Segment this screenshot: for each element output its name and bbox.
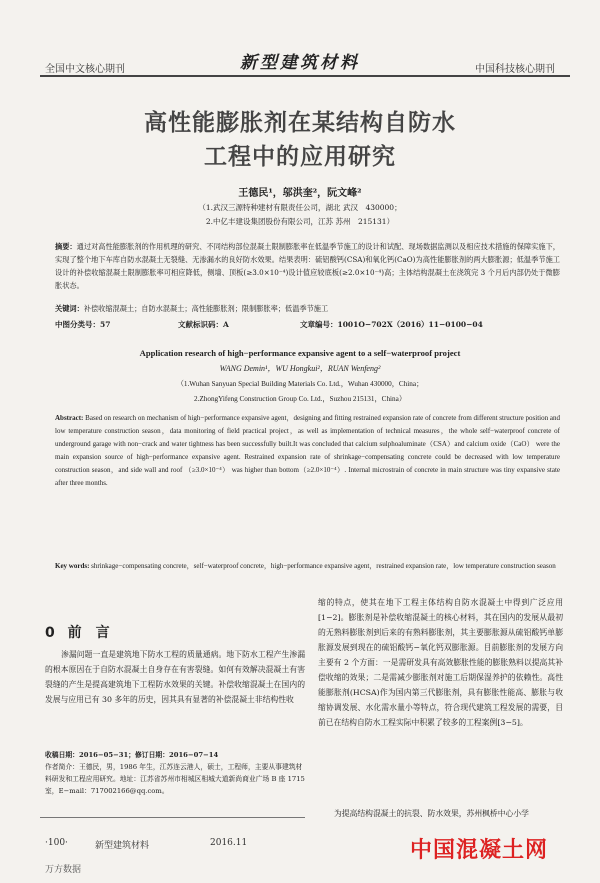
english-affiliation-1: （1.Wuhan Sanyuan Special Building Materials Co. Ltd.，Wuhan 430000，China； xyxy=(176,380,424,388)
section-heading xyxy=(45,622,110,642)
author-intro: 作者简介：王德民，男，1986 年生，江苏连云港人，硕士，工程师，主要从事建筑材料研发和工程应用研究。地址：江苏省苏州市相城区相城大道新尚商业广场 B 座 1715 室，E−mail：717002166@qq.com。 xyxy=(45,763,305,795)
keywords-cn xyxy=(55,302,560,315)
watermark-text: 中国混凝土网 xyxy=(410,838,549,863)
section-number: 0 xyxy=(45,625,55,641)
left-column-text: 渗漏问题一直是建筑地下防水工程的质量通病。地下防水工程产生渗漏的根本原因在于自防水混凝土自身存在有害裂缝。如何有效解决混凝土有害裂缝的产生是提高建筑地下工程防水效果的关键。补偿收缩混凝土在国内的发展与应用已有 30 多年的历史，因其具有显著的补偿混凝土非结构性收 xyxy=(45,650,305,704)
abstract-cn-label: 摘要： xyxy=(55,242,77,251)
abstract-cn-text: 通过对高性能膨胀剂的作用机理的研究、不同结构部位混凝土限制膨胀率在低温季节施工的设计和试配、现场数据监测以及相应技术措施的保障实施下，实现了整个地下车库自防水混凝土无裂缝、无渗漏水的良好防水效果。结果表明：硫铝酸钙(CSA)和氧化钙(CaO)为高性能膨胀剂的两大膨胀源；低温季节施工设计的补偿收缩混凝土限制膨胀率可相应降低，侧墙、顶板(≥3.0×10⁻⁴)设计值应较底板(≥2.0×10⁻⁴)高；主体结构混凝土在浇筑完 3 个月后内部仍处于微膨胀状态。 xyxy=(55,242,560,290)
header-left-label: 全国中文核心期刊 xyxy=(45,64,125,75)
right-column-text-2: 为提高结构混凝土的抗裂、防水效果，苏州枫桥中心小学 xyxy=(334,809,529,818)
footer-date: 2016.11 xyxy=(210,838,248,848)
keywords-en-text: shrinkage−compensating concrete，self−waterproof concrete，high−performance expansive agent，restrained expansion rate，low temperature construction season xyxy=(91,562,556,570)
section-title: 前 言 xyxy=(67,625,110,641)
header-rule xyxy=(40,75,570,77)
received-date: 收稿日期：2016−05−31；修订日期：2016−07−14 xyxy=(45,751,219,759)
keywords-en xyxy=(55,560,560,573)
authors: 王德民¹，邬洪奎²，阮文峰² xyxy=(238,188,362,199)
abstract-en-text: Based on research on mechanism of high−performance expansive agent，designing and fitting restrained expansion rate of concrete from different structure position and low temperature construction season，data monitoring of field practical project，as well as implementation of technical measures，the whole self−waterproof concrete of underground garage with non−crack and water tightness has been successfully built.It was concluded that calcium sulphoaluminate（CSA）and calcium oxide（CaO） were the main expansion source of high−performance expansive agent. Restrained expansion rate of shrinkage−compensating concrete could be decreased with low temperature construction season，and side wall and roof （≥3.0×10⁻⁴） was higher than bottom（≥2.0×10⁻⁴）. Internal microstrain of concrete in main structure was tiny expansive state after three months. xyxy=(55,414,560,487)
paper-title-line2: 工程中的应用研究 xyxy=(204,144,396,170)
english-title: Application research of high−performance expansive agent to a self−waterproof project xyxy=(139,348,461,358)
footnote-rule xyxy=(40,817,305,818)
abstract-en-label: Abstract: xyxy=(55,414,84,422)
abstract-en xyxy=(55,412,560,490)
affiliation-2: 2.中亿丰建设集团股份有限公司，江苏 苏州 215131） xyxy=(205,217,395,226)
header-right-label: 中国科技核心期刊 xyxy=(475,64,555,75)
source-label: 万方数据 xyxy=(45,865,82,875)
footer-journal: 新型建筑材料 xyxy=(95,841,150,851)
paper-title-line1: 高性能膨胀剂在某结构自防水 xyxy=(144,110,456,136)
article-number: 文章编号：1001O−702X（2016）11−0100−04 xyxy=(300,320,483,329)
english-authors: WANG Demin¹，WU Hongkui²，RUAN Wenfeng² xyxy=(219,364,381,373)
clc-number: 中图分类号：57 xyxy=(55,320,111,329)
footnote-block xyxy=(45,749,305,797)
keywords-cn-text: 补偿收缩混凝土；自防水混凝土；高性能膨胀剂；限制膨胀率；低温季节施工 xyxy=(83,304,329,313)
journal-logo: 新型建筑材料 xyxy=(240,53,360,73)
abstract-cn xyxy=(55,240,560,292)
english-affiliation-2: 2.ZhongYifeng Construction Group Co. Ltd.，Suzhou 215131，China） xyxy=(193,395,407,403)
keywords-en-label: Key words: xyxy=(55,562,90,570)
keywords-cn-label: 关键词： xyxy=(55,304,84,313)
document-code: 文献标识码：A xyxy=(178,320,229,329)
right-column-text: 缩的特点，使其在地下工程主体结构自防水混凝土中得到广泛应用[1−2]。膨胀剂是补偿收缩混凝土的核心材料，其在国内的发展从最初的无熟料膨胀剂到后来的有熟料膨胀剂，其主要膨胀源从硫铝酸钙单膨胀源发展到现在的硫铝酸钙−氧化钙双膨胀源。目前膨胀剂的发展方向主要有 2 个方面：一是需研发具有高效膨胀性能的膨胀熟料以提高其补偿收缩的效果；二是需减少膨胀剂对施工后期保湿养护的依赖性。高性能膨胀剂(HCSA)作为国内第三代膨胀剂，具有膨胀性能高、膨胀与收缩协调发展、水化需水量小等特点，符合现代建筑工程发展的需要，目前已在结构自防水工程实际中积累了较多的工程案例[3−5]。 xyxy=(318,598,563,727)
affiliation-1: （1.武汉三源特种建材有限责任公司，湖北 武汉 430000； xyxy=(198,203,402,212)
page-number: ·100· xyxy=(45,838,68,848)
